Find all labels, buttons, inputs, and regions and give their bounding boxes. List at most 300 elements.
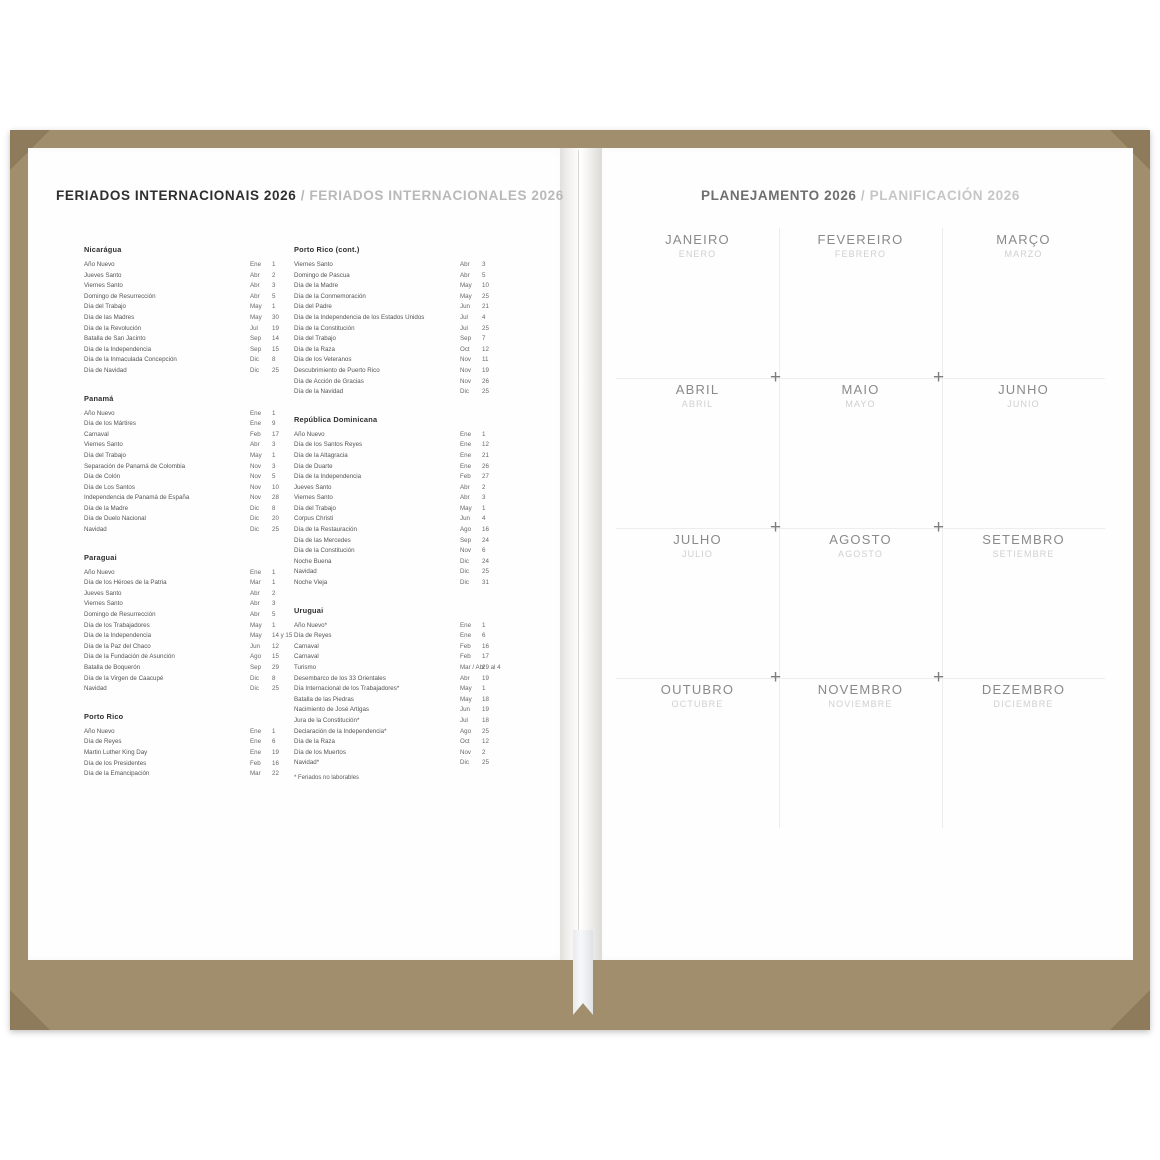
holiday-day: 10 [482, 282, 489, 290]
holiday-row [294, 621, 504, 632]
holiday-row [294, 334, 504, 345]
month-cell-novembro[interactable] [779, 678, 942, 828]
holiday-month: Oct [460, 345, 470, 353]
holiday-month: Feb [460, 642, 471, 650]
holiday-month: May [250, 621, 262, 629]
holiday-month: May [460, 282, 472, 290]
holiday-row [84, 281, 294, 292]
holiday-name: Batalla de Boquerón [84, 664, 141, 671]
holiday-name: Día del Trabajo [84, 303, 126, 311]
holiday-name: Día de la Madre [294, 282, 339, 290]
month-cell-outubro[interactable] [616, 678, 779, 828]
holiday-month: Nov [250, 462, 262, 470]
holiday-day: 25 [272, 526, 279, 534]
holiday-month: Dic [250, 685, 259, 693]
holiday-month: Dic [250, 515, 259, 523]
holiday-day: 25 [272, 685, 279, 693]
holiday-row [84, 748, 294, 759]
month-label-es: NOVIEMBRE [828, 699, 893, 709]
holiday-row [84, 260, 294, 271]
holiday-month: Dic [460, 759, 469, 767]
holiday-day: 1 [272, 261, 276, 268]
holiday-row [294, 281, 504, 292]
holiday-day: 19 [482, 674, 489, 682]
holiday-day: 1 [272, 409, 276, 417]
holiday-month: May [250, 451, 262, 459]
holiday-row [84, 324, 294, 335]
holiday-row [294, 642, 504, 653]
bookmark-ribbon [573, 930, 593, 1015]
holiday-day: 1 [482, 685, 486, 693]
holiday-day: 24 [482, 536, 489, 544]
holiday-day: 1 [482, 504, 486, 512]
holiday-day: 25 [482, 324, 489, 332]
holiday-name: Viernes Santo [294, 261, 333, 268]
holiday-day: 5 [272, 611, 276, 619]
holiday-day: 12 [482, 345, 489, 353]
holiday-day: 31 [482, 579, 489, 587]
holiday-name: Día de Duelo Nacional [84, 515, 146, 523]
holiday-row [84, 621, 294, 632]
month-label-pt: SETEMBRO [982, 532, 1065, 547]
holiday-month: Abr [250, 600, 260, 608]
holiday-day: 1 [482, 430, 486, 438]
holiday-row [84, 504, 294, 515]
country-heading: Uruguai [294, 605, 324, 615]
holiday-row [294, 695, 504, 706]
holiday-name: Día de la Independencia [84, 345, 152, 353]
holiday-day: 25 [482, 292, 489, 300]
holiday-row [294, 758, 504, 769]
holiday-day: 6 [272, 738, 276, 746]
holiday-name: Corpus Christi [294, 515, 334, 523]
holiday-row [84, 599, 294, 610]
holiday-month: Dic [460, 579, 469, 587]
holiday-name: Día de la Raza [294, 345, 335, 353]
grid-horizontal-line [616, 378, 1105, 379]
holiday-day: 2 [272, 271, 276, 279]
holiday-month: Abr [460, 494, 470, 502]
holiday-day: 4 [482, 313, 486, 321]
holiday-row [84, 631, 294, 642]
holiday-name: Declaración de la Independencia* [294, 727, 387, 735]
holiday-month: Nov [460, 748, 472, 756]
holiday-day: 12 [272, 642, 279, 650]
holiday-name: Día de la Restauración [294, 526, 357, 534]
holiday-day: 26 [482, 377, 489, 385]
holiday-month: Dic [250, 504, 259, 512]
country-heading: Porto Rico [84, 711, 124, 721]
country-heading: Paraguai [84, 552, 117, 562]
holiday-name: Día de la Virgen de Caacupé [84, 674, 164, 682]
month-label-es: MAYO [845, 399, 876, 409]
grid-cross-marker: + [770, 367, 782, 388]
month-label-pt: MAIO [841, 382, 880, 397]
holiday-month: Dic [250, 356, 259, 364]
holiday-month: Sep [250, 335, 262, 343]
holiday-name: Jueves Santo [84, 589, 122, 597]
holiday-month: Sep [250, 345, 262, 353]
holiday-name: Día de la Constitución [294, 324, 355, 332]
month-label-pt: AGOSTO [829, 532, 892, 547]
holiday-column-left [84, 245, 294, 797]
holiday-row [294, 684, 504, 695]
holiday-row [294, 748, 504, 759]
right-title-es: PLANIFICACIÓN 2026 [869, 188, 1020, 203]
holiday-month: Abr [250, 441, 260, 449]
month-label-pt: OUTUBRO [660, 682, 735, 697]
holiday-name: Carnaval [294, 653, 319, 661]
holiday-day: 5 [272, 473, 276, 481]
holiday-day: 24 [482, 557, 489, 565]
holiday-row [84, 313, 294, 324]
holiday-month: Ene [250, 261, 262, 268]
holiday-group [84, 245, 294, 377]
holiday-day: 15 [272, 345, 279, 353]
holiday-day: 22 [272, 770, 279, 778]
holiday-day: 12 [482, 738, 489, 746]
holiday-row [84, 525, 294, 536]
holiday-row [84, 663, 294, 674]
month-label-es: JULIO [681, 549, 713, 559]
grid-cross-marker: + [770, 667, 782, 688]
holiday-row [84, 568, 294, 579]
holiday-month: May [460, 695, 472, 703]
holiday-name: Jueves Santo [294, 483, 332, 491]
holiday-day: 5 [482, 271, 486, 279]
holiday-month: Ene [250, 409, 262, 417]
holiday-name: Separación de Panamá de Colombia [84, 462, 186, 470]
holiday-month: Abr [250, 611, 260, 619]
holiday-month: Jun [460, 515, 470, 523]
holiday-row [294, 324, 504, 335]
left-page-title [56, 188, 564, 203]
holiday-name: Día de Reyes [84, 738, 122, 746]
holiday-row [294, 631, 504, 642]
holiday-month: Ene [460, 430, 472, 438]
holiday-day: 2 [272, 589, 276, 597]
holiday-day: 3 [272, 462, 276, 470]
holiday-month: Mar / Abr [460, 664, 486, 671]
month-label-pt: JULHO [673, 532, 722, 547]
holiday-row [294, 652, 504, 663]
holiday-row [84, 578, 294, 589]
holiday-day: 16 [482, 642, 489, 650]
holiday-group [294, 245, 504, 398]
month-label-pt: ABRIL [675, 382, 720, 397]
holiday-month: Ago [250, 653, 262, 661]
holiday-month: Ene [460, 451, 472, 459]
holiday-row [294, 727, 504, 738]
holiday-day: 18 [482, 716, 489, 724]
holiday-day: 27 [482, 473, 489, 481]
holiday-row [294, 514, 504, 525]
holiday-month: Dic [460, 388, 469, 396]
holiday-name: Día de los Veteranos [294, 356, 352, 364]
holiday-day: 29 [272, 664, 279, 671]
holiday-group [294, 415, 504, 589]
holiday-row [294, 483, 504, 494]
holiday-group [84, 712, 294, 780]
holiday-name: Día de la Paz del Chaco [84, 642, 151, 650]
holiday-name: Año Nuevo [294, 430, 325, 438]
holiday-row [294, 462, 504, 473]
holiday-month: Nov [250, 473, 262, 481]
holiday-name: Día de Colón [84, 473, 121, 481]
holiday-name: Carnaval [84, 430, 109, 438]
holiday-name: Día de la Raza [294, 738, 335, 746]
holiday-month: Ene [460, 462, 472, 470]
holiday-day: 7 [482, 335, 486, 343]
holiday-name: Día de la Madre [84, 504, 129, 512]
holiday-month: May [460, 504, 472, 512]
country-heading: República Dominicana [294, 414, 378, 424]
holiday-day: 10 [272, 483, 279, 491]
month-label-pt: NOVEMBRO [817, 682, 904, 697]
left-title-pt: FERIADOS INTERNACIONAIS 2026 [56, 188, 297, 203]
holiday-day: 25 [482, 759, 489, 767]
holiday-name: Día de Los Santos [84, 483, 135, 491]
holiday-row [84, 674, 294, 685]
holiday-month: Ene [250, 748, 262, 756]
holiday-month: Ene [250, 738, 262, 746]
holiday-day: 17 [272, 430, 279, 438]
holiday-day: 16 [482, 526, 489, 534]
month-cell-agosto[interactable] [779, 528, 942, 678]
holiday-row [84, 451, 294, 462]
holiday-month: Jun [460, 706, 470, 714]
holiday-name: Año Nuevo [84, 568, 115, 576]
holiday-day: 1 [272, 727, 276, 735]
holiday-month: Ene [460, 632, 472, 640]
holiday-row [84, 642, 294, 653]
holiday-day: 25 [482, 568, 489, 576]
holiday-month: Jul [460, 716, 468, 724]
holiday-name: Día de los Santos Reyes [294, 441, 363, 449]
holiday-day: 3 [272, 282, 276, 290]
holiday-day: 6 [482, 632, 486, 640]
holiday-month: Dic [250, 366, 259, 374]
holiday-day: 25 [482, 727, 489, 735]
month-cell-dezembro[interactable] [942, 678, 1105, 828]
holiday-name: Día de los Héroes de la Patria [84, 579, 167, 587]
holiday-month: Sep [460, 536, 472, 544]
holiday-row [84, 355, 294, 366]
month-label-es: JUNIO [1007, 399, 1040, 409]
holiday-day: 3 [272, 600, 276, 608]
holiday-row [294, 567, 504, 578]
holiday-month: Ago [460, 526, 472, 534]
holiday-row [84, 302, 294, 313]
holiday-month: Dic [460, 568, 469, 576]
holiday-day: 26 [482, 462, 489, 470]
holiday-month: Sep [460, 335, 472, 343]
holiday-month: Ene [250, 420, 262, 428]
holiday-name: Día de la Emancipación [84, 770, 150, 778]
holiday-day: 15 [272, 653, 279, 661]
holiday-day: 5 [272, 292, 276, 300]
holiday-columns [84, 245, 534, 865]
holiday-name: Día del Trabajo [294, 335, 336, 343]
holiday-name: Viernes Santo [84, 441, 123, 449]
holiday-month: May [460, 292, 472, 300]
holiday-row [84, 462, 294, 473]
holiday-name: Día de Acción de Gracias [294, 377, 364, 385]
holiday-row [84, 366, 294, 377]
month-cell-junho[interactable] [942, 378, 1105, 528]
month-cell-julho[interactable] [616, 528, 779, 678]
holiday-column-right [294, 245, 504, 798]
month-label-es: MARZO [1004, 249, 1043, 259]
holiday-day: 12 [482, 441, 489, 449]
holiday-day: 3 [482, 261, 486, 268]
month-label-pt: FEVEREIRO [817, 232, 904, 247]
spine-crease [578, 150, 579, 958]
holiday-row [294, 674, 504, 685]
holiday-day: 1 [272, 568, 276, 576]
holiday-month: Ago [460, 727, 472, 735]
holiday-day: 11 [482, 356, 489, 364]
holiday-name: Domingo de Pascua [294, 271, 350, 279]
holiday-row [294, 313, 504, 324]
holiday-group [84, 553, 294, 695]
holiday-month: Nov [460, 377, 472, 385]
holiday-month: Ene [250, 727, 262, 735]
holiday-name: Día de la Fundación de Asunción [84, 653, 175, 661]
holiday-name: Navidad [294, 568, 317, 576]
right-title-sep: / [856, 188, 870, 203]
holiday-group [294, 606, 504, 781]
holiday-name: Día de Navidad [84, 366, 127, 374]
holiday-row [84, 737, 294, 748]
month-label-es: DICIEMBRE [993, 699, 1054, 709]
month-cell-março[interactable] [942, 228, 1105, 378]
month-cell-abril[interactable] [616, 378, 779, 528]
month-label-es: FEBRERO [834, 249, 887, 259]
holiday-row [84, 334, 294, 345]
holiday-name: Día de los Presidentes [84, 759, 147, 767]
holiday-row [84, 514, 294, 525]
holiday-row [294, 345, 504, 356]
holiday-group [84, 394, 294, 536]
holiday-month: Dic [250, 526, 259, 534]
holiday-month: Nov [460, 356, 472, 364]
holiday-name: Domingo de Resurrección [84, 292, 156, 300]
holiday-name: Día Internacional de los Trabajadores* [294, 685, 400, 693]
month-label-es: ABRIL [681, 399, 714, 409]
holiday-month: Abr [460, 271, 470, 279]
holiday-day: 6 [482, 547, 486, 555]
holiday-name: Día de las Madres [84, 313, 135, 321]
holiday-row [84, 493, 294, 504]
book-spine [560, 148, 602, 960]
holiday-name: Independencia de Panamá de España [84, 494, 190, 502]
grid-cross-marker: + [770, 517, 782, 538]
holiday-row [84, 430, 294, 441]
country-heading: Nicarágua [84, 245, 122, 254]
holiday-name: Viernes Santo [84, 282, 123, 290]
holiday-row [294, 493, 504, 504]
holiday-name: Jura de la Constitución* [294, 716, 360, 724]
month-label-es: OCTUBRE [671, 699, 724, 709]
month-cell-janeiro[interactable] [616, 228, 779, 378]
holiday-name: Día de Duarte [294, 462, 333, 470]
month-cell-maio[interactable] [779, 378, 942, 528]
holiday-name: Día de la Inmaculada Concepción [84, 356, 177, 364]
holiday-month: Nov [250, 483, 262, 491]
country-heading: Porto Rico (cont.) [294, 245, 360, 254]
holiday-name: Día del Trabajo [84, 451, 126, 459]
month-cell-setembro[interactable] [942, 528, 1105, 678]
holiday-name: Día de las Mercedes [294, 536, 351, 544]
holiday-month: Feb [460, 653, 471, 661]
holiday-day: 19 [272, 324, 279, 332]
holiday-row [84, 759, 294, 770]
holiday-row [294, 292, 504, 303]
holiday-name: Desembarco de los 33 Orientales [294, 674, 386, 682]
holiday-month: Dic [250, 674, 259, 682]
holiday-row [84, 589, 294, 600]
holiday-month: Ene [250, 568, 262, 576]
grid-horizontal-line [616, 528, 1105, 529]
holiday-month: Abr [250, 589, 260, 597]
holiday-row [84, 610, 294, 621]
holiday-day: 8 [272, 674, 276, 682]
holiday-name: Día del Trabajo [294, 504, 336, 512]
holiday-day: 19 [272, 748, 279, 756]
holiday-name: Año Nuevo* [294, 621, 328, 629]
left-title-es: FERIADOS INTERNACIONALES 2026 [309, 188, 564, 203]
holiday-name: Día de los Muertos [294, 748, 346, 756]
month-label-pt: JANEIRO [665, 232, 730, 247]
holiday-name: Año Nuevo [84, 261, 115, 268]
holiday-row [84, 419, 294, 430]
grid-cross-marker: + [933, 667, 945, 688]
holiday-name: Nacimiento de José Artigas [294, 706, 369, 714]
month-cell-fevereiro[interactable] [779, 228, 942, 378]
holiday-month: May [250, 313, 262, 321]
holiday-month: May [250, 632, 262, 640]
holiday-name: Descubrimiento de Puerto Rico [294, 366, 380, 374]
holiday-month: Ene [460, 441, 472, 449]
holiday-day: 14 y 15 [272, 632, 293, 640]
holiday-name: Año Nuevo [84, 727, 115, 735]
holiday-name: Año Nuevo [84, 409, 115, 417]
holiday-day: 1 [272, 451, 276, 459]
holiday-name: Noche Buena [294, 557, 332, 565]
holiday-row [84, 472, 294, 483]
holiday-day: 8 [272, 356, 276, 364]
holiday-row [84, 292, 294, 303]
holiday-row [294, 440, 504, 451]
holiday-month: Sep [250, 664, 262, 671]
holiday-month: Abr [250, 271, 260, 279]
holiday-day: 1 [272, 303, 276, 311]
holiday-month: Mar [250, 579, 261, 587]
holiday-name: Domingo de Resurrección [84, 611, 156, 619]
holiday-row [294, 737, 504, 748]
holiday-month: Abr [460, 261, 470, 268]
month-label-es: SETIEMBRE [992, 549, 1055, 559]
holiday-month: May [250, 303, 262, 311]
holiday-name: Turismo [294, 664, 317, 671]
holiday-month: Mar [250, 770, 261, 778]
holiday-row [84, 440, 294, 451]
holiday-row [294, 557, 504, 568]
grid-cross-marker: + [933, 367, 945, 388]
holiday-day: 30 [272, 313, 279, 321]
holiday-month: Abr [460, 483, 470, 491]
